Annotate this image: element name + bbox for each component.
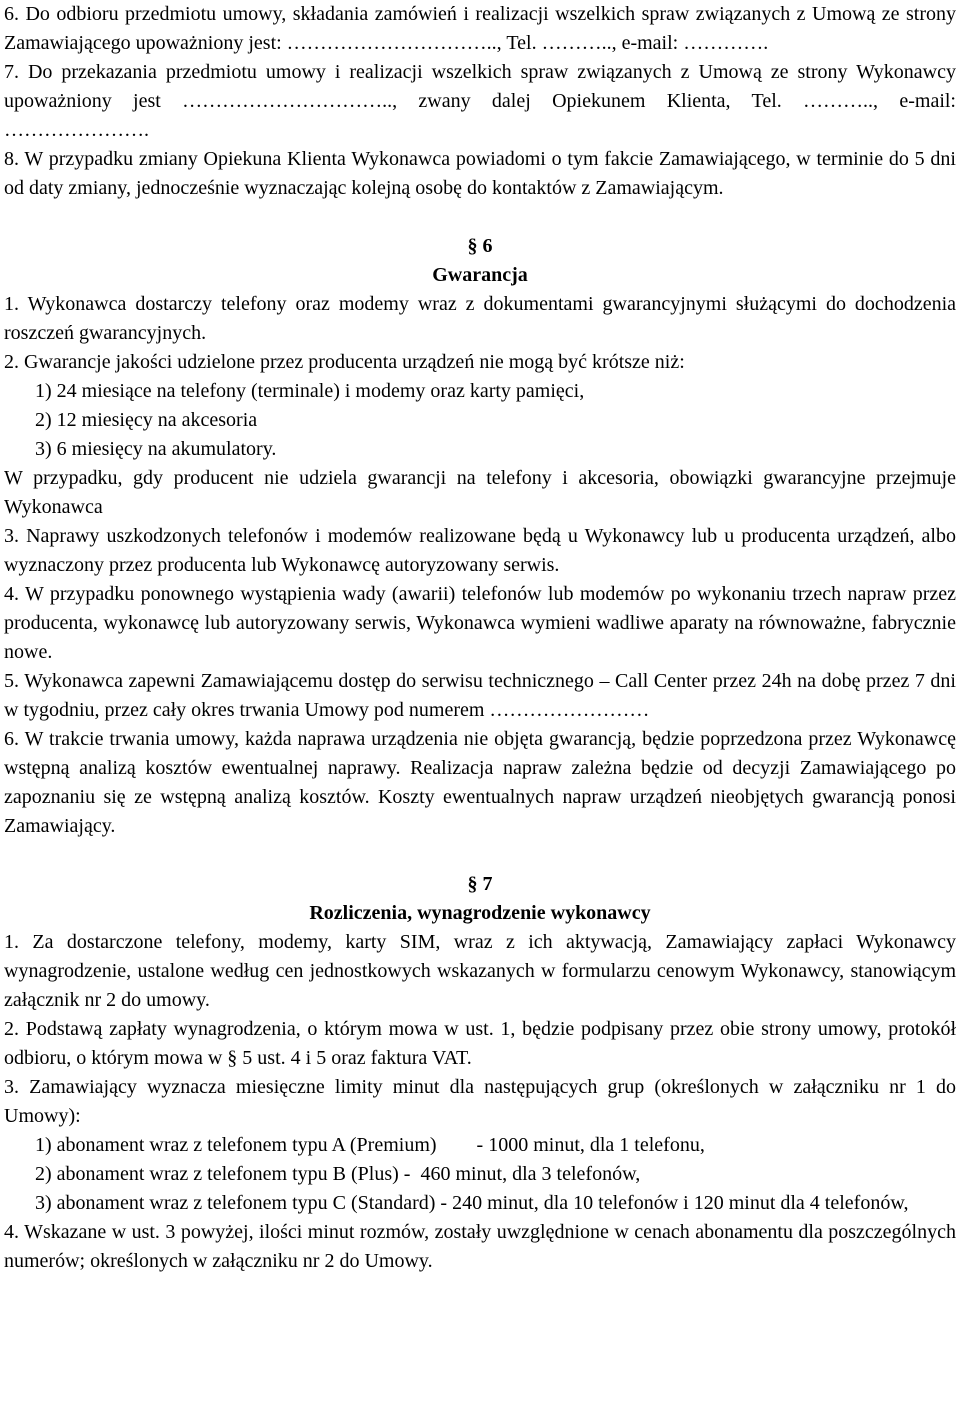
warranty-paragraph-1: 1. Wykonawca dostarczy telefony oraz modemy wraz z dokumentami gwarancyjnymi służącymi do dochodzenia roszczeń gwarancyjnych. [4, 293, 956, 344]
warranty-list-item-3: 3) 6 miesięcy na akumulatory. [35, 438, 277, 460]
warranty-paragraph-6: 6. W trakcie trwania umowy, każda naprawa urządzenia nie objęta gwarancją, będzie poprzedzona przez Wykonawcę wstępną analizą kosztów ewentualnej naprawy. Realizacja napraw zależna będzie od decyzji Zamawiającego po zapoznaniu się ze wstępną analizą kosztów. Koszty ewentualnych napraw urządzeń nieobjętych gwarancją ponosi Zamawiający. [4, 728, 956, 837]
payment-paragraph-3: 3. Zamawiający wyznacza miesięczne limity minut dla następujących grup (określonych w załączniku nr 1 do Umowy): [4, 1076, 956, 1127]
section-title-rozliczenia: Rozliczenia, wynagrodzenie wykonawcy [309, 902, 651, 924]
payment-paragraph-1: 1. Za dostarczone telefony, modemy, karty SIM, wraz z ich aktywacją, Zamawiający zapłaci Wykonawcy wynagrodzenie, ustalone według cen jednostkowych wskazanych w formularzu cenowym Wykonawcy, stanowiącym załącznik nr 2 do umowy. [4, 931, 956, 1011]
minute-limit-item-3: 3) abonament wraz z telefonem typu C (Standard) - 240 minut, dla 10 telefonów i 120 minut dla 4 telefonów, [35, 1192, 909, 1214]
minute-limit-item-1: 1) abonament wraz z telefonem typu A (Premium) - 1000 minut, dla 1 telefonu, [35, 1134, 705, 1156]
payment-paragraph-4: 4. Wskazane w ust. 3 powyżej, ilości minut rozmów, zostały uwzględnione w cenach abonamentu dla poszczególnych numerów; określonych w załączniku nr 2 do Umowy. [4, 1221, 956, 1272]
warranty-paragraph-5: 5. Wykonawca zapewni Zamawiającemu dostęp do serwisu technicznego – Call Center przez 24h na dobę przez 7 dni w tygodniu, przez cały okres trwania Umowy pod numerem …………………… [4, 670, 956, 721]
paragraph-6-contact-ordering: 6. Do odbioru przedmiotu umowy, składania zamówień i realizacji wszelkich spraw związanych z Umową ze strony Zamawiającego upoważniony jest: ………………………….., Tel. ……….., e-mail: …………. [4, 3, 956, 54]
warranty-list-item-1: 1) 24 miesiące na telefony (terminale) i modemy oraz karty pamięci, [35, 380, 585, 402]
warranty-note: W przypadku, gdy producent nie udziela gwarancji na telefony i akcesoria, obowiązki gwarancyjne przejmuje Wykonawca [4, 467, 956, 518]
minute-limit-item-2: 2) abonament wraz z telefonem typu B (Plus) - 460 minut, dla 3 telefonów, [35, 1163, 641, 1185]
payment-paragraph-2: 2. Podstawą zapłaty wynagrodzenia, o którym mowa w ust. 1, będzie podpisany przez obie strony umowy, protokół odbioru, o którym mowa w § 5 ust. 4 i 5 oraz faktura VAT. [4, 1018, 956, 1069]
warranty-paragraph-2: 2. Gwarancje jakości udzielone przez producenta urządzeń nie mogą być krótsze niż: [4, 351, 685, 373]
warranty-paragraph-3: 3. Naprawy uszkodzonych telefonów i modemów realizowane będą u Wykonawcy lub u producenta urządzeń, albo wyznaczony przez producenta lub Wykonawcę autoryzowany serwis. [4, 525, 956, 576]
paragraph-8-change-of-contact: 8. W przypadku zmiany Opiekuna Klienta Wykonawca powiadomi o tym fakcie Zamawiającego, w terminie do 5 dni od daty zmiany, jednocześnie wyznaczając kolejną osobę do kontaktów z Zamawiającym. [4, 148, 956, 199]
section-number-7: § 7 [467, 873, 493, 895]
warranty-list-item-2: 2) 12 miesięcy na akcesoria [35, 409, 258, 431]
spacer [4, 203, 956, 232]
spacer [4, 841, 956, 870]
warranty-paragraph-4: 4. W przypadku ponownego wystąpienia wady (awarii) telefonów lub modemów po wykonaniu trzech napraw przez producenta, wykonawcę lub autoryzowany serwis, Wykonawca wymieni wadliwe aparaty na równoważne, fabrycznie nowe. [4, 583, 956, 663]
paragraph-7-contact-contractor: 7. Do przekazania przedmiotu umowy i realizacji wszelkich spraw związanych z Umową ze strony Wykonawcy upoważniony jest ………………………….., zwany dalej Opiekunem Klienta, Tel. ……….., e-mail: …………………. [4, 61, 956, 141]
section-number-6: § 6 [467, 235, 493, 257]
section-title-gwarancja: Gwarancja [432, 264, 528, 286]
